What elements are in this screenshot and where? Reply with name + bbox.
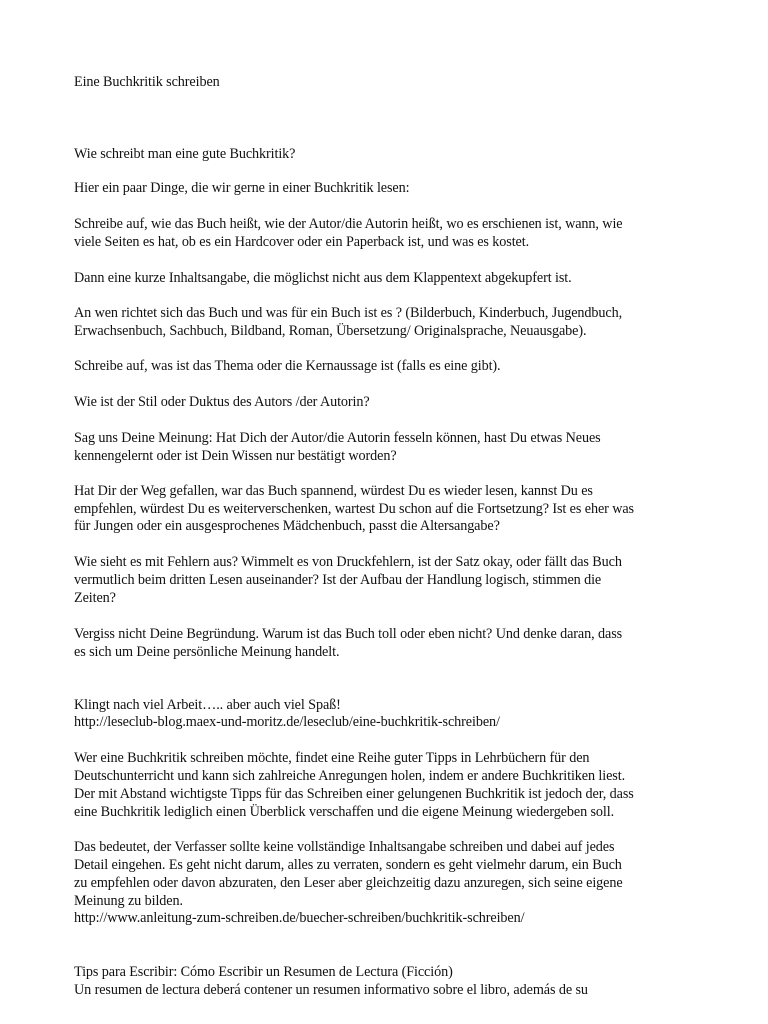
- text-line: Un resumen de lectura deberá contener un resumen informativo sobre el libro, además de su: [74, 982, 588, 998]
- source-link[interactable]: http://www.anleitung-zum-schreiben.de/buecher-schreiben/buchkritik-schreiben/: [74, 910, 525, 926]
- text-line: Der mit Abstand wichtigste Tipps für das Schreiben einer gelungenen Buchkritik ist jedoch der, dass: [74, 786, 634, 802]
- text-line: eine Buchkritik lediglich einen Überblick verschaffen und die eigene Meinung wiedergeben soll.: [74, 804, 615, 820]
- text-line: An wen richtet sich das Buch und was für ein Buch ist es ? (Bilderbuch, Kinderbuch, Jugendbuch,: [74, 305, 623, 321]
- text-line: für Jungen oder ein ausgesprochenes Mädchenbuch, passt die Altersangabe?: [74, 518, 500, 534]
- text-line: empfehlen, würdest Du es weiterverschenken, wartest Du schon auf die Fortsetzung? Ist es eher was: [74, 501, 634, 517]
- text-line: es sich um Deine persönliche Meinung handelt.: [74, 644, 340, 660]
- text-line: Deutschunterricht und kann sich zahlreiche Anregungen holen, indem er andere Buchkritiken liest.: [74, 768, 626, 784]
- text-line: Meinung zu bilden.: [74, 893, 183, 909]
- text-line: vermutlich beim dritten Lesen auseinander? Ist der Aufbau der Handlung logisch, stimmen die: [74, 572, 602, 588]
- text-line: Dann eine kurze Inhaltsangabe, die möglichst nicht aus dem Klappentext abgekupfert ist.: [74, 270, 572, 286]
- text-line: Wie ist der Stil oder Duktus des Autors /der Autorin?: [74, 394, 370, 410]
- source-link[interactable]: http://leseclub-blog.maex-und-moritz.de/leseclub/eine-buchkritik-schreiben/: [74, 714, 500, 730]
- text-line: Erwachsenbuch, Sachbuch, Bildband, Roman, Übersetzung/ Originalsprache, Neuausgabe).: [74, 323, 587, 339]
- text-line: Tips para Escribir: Cómo Escribir un Resumen de Lectura (Ficción): [74, 964, 453, 980]
- text-line: Zeiten?: [74, 590, 116, 606]
- text-line: Wer eine Buchkritik schreiben möchte, findet eine Reihe guter Tipps in Lehrbüchern für den: [74, 750, 590, 766]
- text-line: Detail eingehen. Es geht nicht darum, alles zu verraten, sondern es geht vielmehr darum, ein Buch: [74, 857, 622, 873]
- text-line: Wie sieht es mit Fehlern aus? Wimmelt es von Druckfehlern, ist der Satz okay, oder fällt das Buch: [74, 554, 622, 570]
- text-line: Hat Dir der Weg gefallen, war das Buch spannend, würdest Du es wieder lesen, kannst Du es: [74, 483, 593, 499]
- text-line: viele Seiten es hat, ob es ein Hardcover oder ein Paperback ist, und was es kostet.: [74, 234, 530, 250]
- text-line: kennengelernt oder ist Dein Wissen nur bestätigt worden?: [74, 448, 397, 464]
- document-title: Eine Buchkritik schreiben: [74, 74, 220, 90]
- text-line: Sag uns Deine Meinung: Hat Dich der Autor/die Autorin fesseln können, hast Du etwas Neues: [74, 430, 601, 446]
- text-line: Schreibe auf, wie das Buch heißt, wie der Autor/die Autorin heißt, wo es erschienen ist, wann, wie: [74, 216, 623, 232]
- text-line: Das bedeutet, der Verfasser sollte keine vollständige Inhaltsangabe schreiben und dabei auf jedes: [74, 839, 615, 855]
- text-line: zu empfehlen oder davon abzuraten, den Leser aber gleichzeitig dazu anzuregen, sich seine eigene: [74, 875, 623, 891]
- text-line: Vergiss nicht Deine Begründung. Warum ist das Buch toll oder eben nicht? Und denke daran, dass: [74, 626, 623, 642]
- text-line: Schreibe auf, was ist das Thema oder die Kernaussage ist (falls es eine gibt).: [74, 358, 501, 374]
- text-line: Hier ein paar Dinge, die wir gerne in einer Buchkritik lesen:: [74, 180, 410, 196]
- text-line: Klingt nach viel Arbeit….. aber auch viel Spaß!: [74, 697, 341, 713]
- text-line: Wie schreibt man eine gute Buchkritik?: [74, 146, 296, 162]
